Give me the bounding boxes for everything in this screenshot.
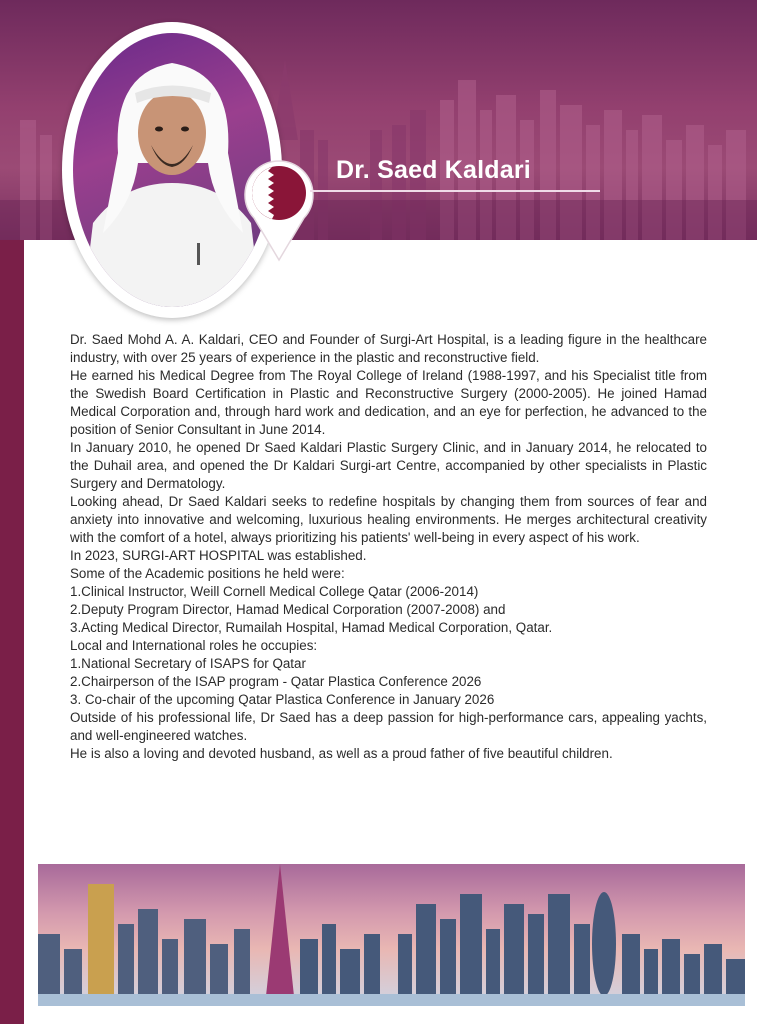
bio-paragraph: Dr. Saed Mohd A. A. Kaldari, CEO and Founder of Surgi-Art Hospital, is a leading figure in the healthcare industry, with over 25 years of experience in the plastic and reconstructive field. xyxy=(70,332,707,365)
bio-paragraph: In 2023, SURGI-ART HOSPITAL was established. xyxy=(70,548,367,563)
bio-paragraph: Some of the Academic positions he held were: xyxy=(70,566,345,581)
qatar-flag-icon xyxy=(242,158,316,262)
bio-paragraph: Outside of his professional life, Dr Saed has a deep passion for high-performance cars, appealing yachts, and well-engineered watches. xyxy=(70,710,707,743)
bio-paragraph: Local and International roles he occupies: xyxy=(70,638,318,653)
biography-text xyxy=(70,331,707,763)
doctor-name-title: Dr. Saed Kaldari xyxy=(336,156,531,184)
title-underline xyxy=(310,190,600,192)
academic-position-item: 2.Deputy Program Director, Hamad Medical Corporation (2007-2008) and xyxy=(70,602,506,617)
bio-paragraph: Looking ahead, Dr Saed Kaldari seeks to redefine hospitals by changing them from sources of fear and anxiety into innovative and welcoming, luxurious healing environments. He merges architectural creativity with the comfort of a hotel, always prioritizing his patients' well-being in every aspect of his work. xyxy=(70,494,707,545)
academic-position-item: 3.Acting Medical Director, Rumailah Hospital, Hamad Medical Corporation, Qatar. xyxy=(70,620,553,635)
academic-position-item: 1.Clinical Instructor, Weill Cornell Medical College Qatar (2006-2014) xyxy=(70,584,479,599)
doha-skyline-image xyxy=(38,864,745,1006)
bio-paragraph: He earned his Medical Degree from The Royal College of Ireland (1988-1997, and his Specialist title from the Swedish Board Certification in Plastic and Reconstructive Surgery (2000-2005). He joined Hamad Medical Corporation and, through hard work and dedication, and an eye for perfection, he advanced to the position of Senior Consultant in June 2014. xyxy=(70,368,707,437)
left-accent-bar xyxy=(0,240,24,1024)
role-item: 2.Chairperson of the ISAP program - Qatar Plastica Conference 2026 xyxy=(70,674,482,689)
role-item: 3. Co-chair of the upcoming Qatar Plastica Conference in January 2026 xyxy=(70,692,495,707)
role-item: 1.National Secretary of ISAPS for Qatar xyxy=(70,656,306,671)
bio-paragraph: In January 2010, he opened Dr Saed Kaldari Plastic Surgery Clinic, and in January 2014, he relocated to the Duhail area, and opened the Dr Kaldari Surgi-art Centre, accompanied by other specialists in Plastic Surgery and Dermatology. xyxy=(70,440,707,491)
location-pin xyxy=(242,158,316,262)
skyline-illustration xyxy=(38,864,745,1006)
bio-paragraph: He is also a loving and devoted husband, as well as a proud father of five beautiful children. xyxy=(70,746,613,761)
